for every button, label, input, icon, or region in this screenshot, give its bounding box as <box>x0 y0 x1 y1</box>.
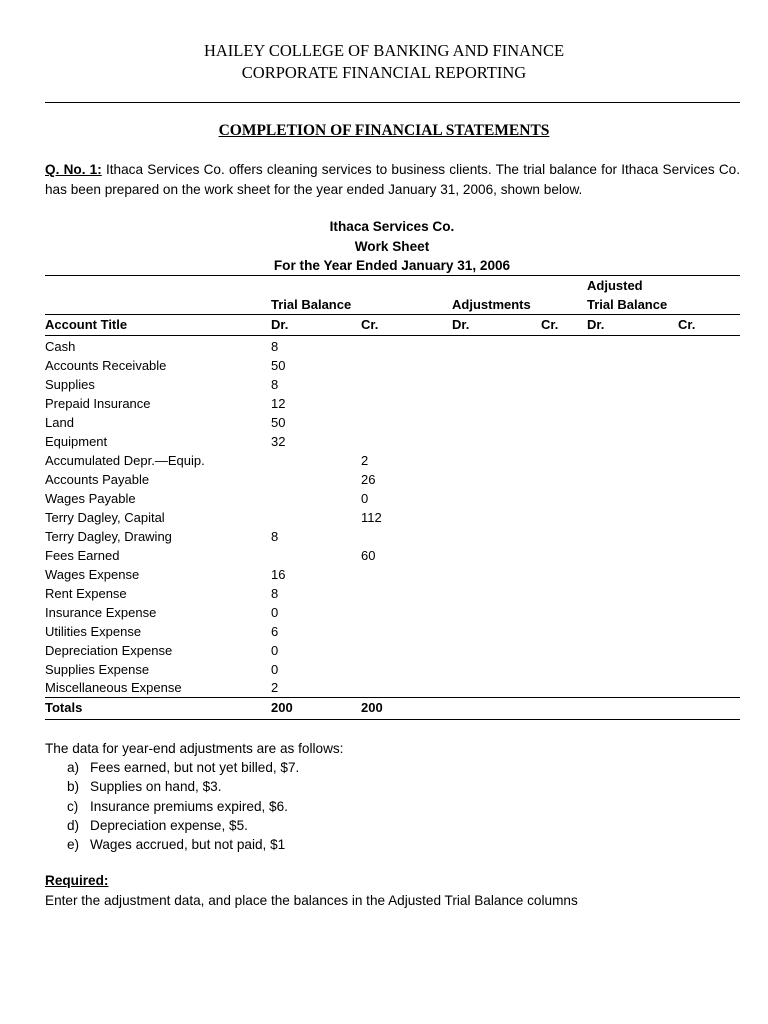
table-row <box>0 413 768 432</box>
list-item <box>45 835 343 854</box>
trial-balance-header: Trial Balance <box>271 297 352 312</box>
table-row <box>0 489 768 508</box>
list-item <box>45 777 343 796</box>
institution-name: HAILEY COLLEGE OF BANKING AND FINANCE <box>203 41 565 60</box>
table-row <box>0 337 768 356</box>
worksheet-heading <box>0 217 768 276</box>
dr-cell: 2 <box>271 680 279 695</box>
adjustment-list <box>45 758 343 854</box>
account-cell: Terry Dagley, Drawing <box>45 529 172 544</box>
account-cell: Utilities Expense <box>45 624 142 639</box>
question-text: Ithaca Services Co. offers cleaning services to business clients. The trial balance for Ithaca Services Co. has been prepared on the work sheet for the year ended January 31, 2006, shown below. <box>45 162 741 197</box>
cr-cell: 26 <box>361 472 376 487</box>
required-section <box>45 871 578 910</box>
adjusted-header-line2: Trial Balance <box>587 297 668 312</box>
account-cell: Wages Payable <box>45 491 136 506</box>
account-cell: Accumulated Depr.—Equip. <box>45 453 205 468</box>
table-row <box>0 527 768 546</box>
col-account-title: Account Title <box>45 317 128 332</box>
list-item <box>45 797 343 816</box>
adjusted-header-line1: Adjusted <box>587 278 643 293</box>
course-name: CORPORATE FINANCIAL REPORTING <box>241 63 527 82</box>
account-cell: Depreciation Expense <box>45 643 173 658</box>
dr-cell: 8 <box>271 339 279 354</box>
dr-cell: 50 <box>271 415 286 430</box>
table-row <box>0 603 768 622</box>
account-cell: Equipment <box>45 434 108 449</box>
account-cell: Fees Earned <box>45 548 120 563</box>
dr-cell: 50 <box>271 358 286 373</box>
totals-row <box>0 698 768 717</box>
dr-cell: 8 <box>271 377 279 392</box>
table-row <box>0 565 768 584</box>
table-row <box>0 508 768 527</box>
dr-cell: 8 <box>271 529 279 544</box>
item-text: Supplies on hand, $3. <box>90 779 222 795</box>
col-tb-dr: Dr. <box>271 317 289 332</box>
dr-cell: 32 <box>271 434 286 449</box>
account-cell: Accounts Receivable <box>45 358 167 373</box>
account-cell: Supplies <box>45 377 95 392</box>
required-label: Required: <box>45 873 109 888</box>
totals-dr: 200 <box>271 700 293 715</box>
item-label: a) <box>67 760 80 776</box>
col-adj-dr: Dr. <box>452 317 470 332</box>
table-row <box>0 451 768 470</box>
item-label: d) <box>67 817 80 833</box>
question-label: Q. No. 1: <box>45 162 102 177</box>
table-row <box>0 641 768 660</box>
account-cell: Miscellaneous Expense <box>45 680 182 695</box>
totals-cr: 200 <box>361 700 383 715</box>
list-item <box>45 758 343 777</box>
account-cell: Terry Dagley, Capital <box>45 510 165 525</box>
adjustment-data <box>45 739 343 854</box>
column-header-rule <box>45 335 740 336</box>
table-row <box>0 432 768 451</box>
account-cell: Rent Expense <box>45 586 127 601</box>
column-header-row <box>0 315 768 334</box>
page-title: COMPLETION OF FINANCIAL STATEMENTS <box>218 122 550 139</box>
worksheet-period: For the Year Ended January 31, 2006 <box>273 258 511 273</box>
item-text: Insurance premiums expired, $6. <box>90 798 288 814</box>
cr-cell: 2 <box>361 453 369 468</box>
account-cell: Wages Expense <box>45 567 140 582</box>
dr-cell: 12 <box>271 396 286 411</box>
table-row <box>0 622 768 641</box>
question-paragraph <box>45 160 740 199</box>
account-cell: Cash <box>45 339 76 354</box>
col-tb-cr: Cr. <box>361 317 379 332</box>
header-divider <box>45 102 740 103</box>
required-text: Enter the adjustment data, and place the balances in the Adjusted Trial Balance columns <box>45 892 578 908</box>
totals-label: Totals <box>45 700 83 715</box>
account-cell: Accounts Payable <box>45 472 150 487</box>
company-name: Ithaca Services Co. <box>329 219 455 234</box>
dr-cell: 0 <box>271 662 279 677</box>
table-row <box>0 356 768 375</box>
table-row <box>0 375 768 394</box>
item-text: Depreciation expense, $5. <box>90 817 248 833</box>
table-row <box>0 678 768 697</box>
account-cell: Prepaid Insurance <box>45 396 151 411</box>
table-row <box>0 660 768 679</box>
adjustment-intro: The data for year-end adjustments are as follows: <box>45 741 344 756</box>
cr-cell: 60 <box>361 548 376 563</box>
totals-bottom-rule <box>45 719 740 720</box>
worksheet-name: Work Sheet <box>354 238 430 254</box>
dr-cell: 6 <box>271 624 279 639</box>
table-row <box>0 470 768 489</box>
table-row <box>0 394 768 413</box>
list-item <box>45 816 343 835</box>
item-text: Wages accrued, but not paid, $1 <box>90 837 286 853</box>
account-cell: Insurance Expense <box>45 605 157 620</box>
account-cell: Supplies Expense <box>45 662 150 677</box>
dr-cell: 16 <box>271 567 286 582</box>
col-adj-cr: Cr. <box>541 317 559 332</box>
dr-cell: 8 <box>271 586 279 601</box>
adjustments-header: Adjustments <box>452 297 531 312</box>
col-atb-cr: Cr. <box>678 317 696 332</box>
cr-cell: 0 <box>361 491 369 506</box>
item-label: e) <box>67 837 80 853</box>
table-row <box>0 546 768 565</box>
item-label: c) <box>67 798 79 814</box>
cr-cell: 112 <box>361 510 382 525</box>
col-atb-dr: Dr. <box>587 317 605 332</box>
item-text: Fees earned, but not yet billed, $7. <box>90 760 300 776</box>
item-label: b) <box>67 779 80 795</box>
table-row <box>0 584 768 603</box>
dr-cell: 0 <box>271 605 279 620</box>
dr-cell: 0 <box>271 643 279 658</box>
account-cell: Land <box>45 415 74 430</box>
